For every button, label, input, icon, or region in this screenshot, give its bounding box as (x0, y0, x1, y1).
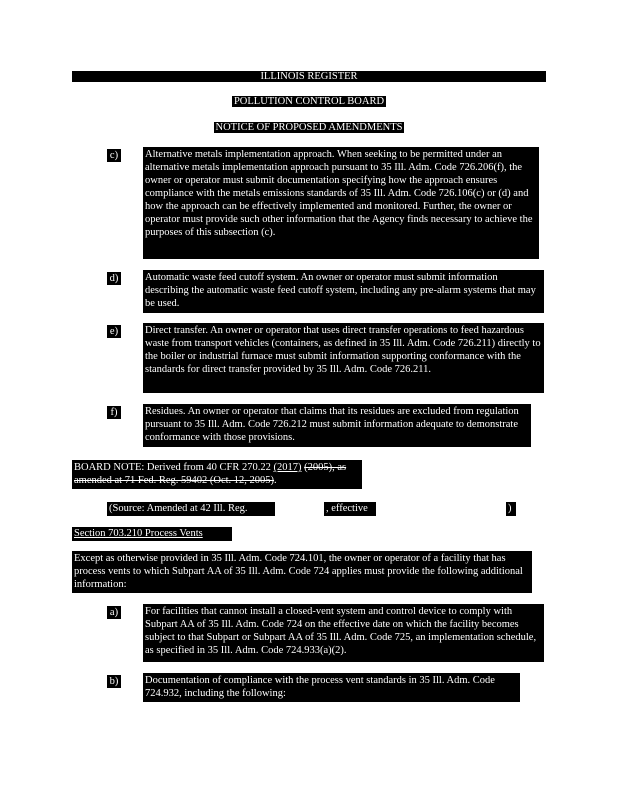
source-effective: , effective (324, 502, 376, 516)
register-header-bar (72, 71, 546, 82)
board-note-struck: (2005), as amended at 71 Fed. Reg. 59402 (Oct. 12, 2005) (74, 462, 347, 486)
item-text-c: Alternative metals implementation approach. When seeking to be permitted under an alternative metals implementation approach pursuant to 35 Ill. Adm. Code 726.206(f), the owner or operator must submit documentation specifying how the approach ensures compliance with the metals emissions standards of 35 Ill. Adm. Code 726.106(c) or (d) and how the approach can be effectively implemented and monitored. Further, the owner or operator must provide such other information that the Agency finds necessary to achieve the purposes of this subsection (c). (143, 147, 539, 259)
register-title: ILLINOIS REGISTER (260, 71, 358, 82)
item-label-c: c) (107, 149, 121, 162)
section-title: Section 703.210 Process Vents (72, 527, 232, 541)
item-label-f: f) (107, 406, 121, 419)
section-item-label-a: a) (107, 606, 121, 619)
source-end: ) (506, 502, 516, 516)
item-text-f: Residues. An owner or operator that claims that its residues are excluded from regulation pursuant to 35 Ill. Adm. Code 726.212 must submit information adequate to demonstrate conformance with those provisions. (143, 404, 531, 447)
item-label-d: d) (107, 272, 121, 285)
item-text-e: Direct transfer. An owner or operator that uses direct transfer operations to feed hazardous waste from transport vehicles (containers, as defined in 35 Ill. Adm. Code 726.211) directly to the boiler or industrial furnace must submit information supporting conformance with the standards for direct transfer provided by 35 Ill. Adm. Code 726.211. (143, 323, 544, 393)
source-line: (Source: Amended at 42 Ill. Reg. (107, 502, 275, 516)
section-item-label-b: b) (107, 675, 121, 688)
board-note-added: (2017) (273, 462, 302, 473)
section-item-text-b: Documentation of compliance with the process vent standards in 35 Ill. Adm. Code 724.932, including the following: (143, 673, 520, 702)
board-note: BOARD NOTE: Derived from 40 CFR 270.22 (2017) (2005), as amended at 71 Fed. Reg. 59402 (Oct. 12, 2005). (72, 460, 362, 489)
notice-title: NOTICE OF PROPOSED AMENDMENTS (215, 122, 403, 133)
board-title: POLLUTION CONTROL BOARD (233, 96, 385, 107)
section-intro: Except as otherwise provided in 35 Ill. Adm. Code 724.101, the owner or operator of a facility that has process vents to which Subpart AA of 35 Ill. Adm. Code 724 applies must provide the following additional information: (72, 551, 532, 593)
section-item-text-a: For facilities that cannot install a closed-vent system and control device to comply with Subpart AA of 35 Ill. Adm. Code 724 on the effective date on which the facility becomes subject to that Subpart or Subpart AA of 35 Ill. Adm. Code 725, an implementation schedule, as specified in 35 Ill. Adm. Code 724.933(a)(2). (143, 604, 544, 662)
item-text-d: Automatic waste feed cutoff system. An owner or operator must submit information describing the automatic waste feed cutoff system, including any pre-alarm systems that may be used. (143, 270, 544, 313)
item-label-e: e) (107, 325, 121, 338)
